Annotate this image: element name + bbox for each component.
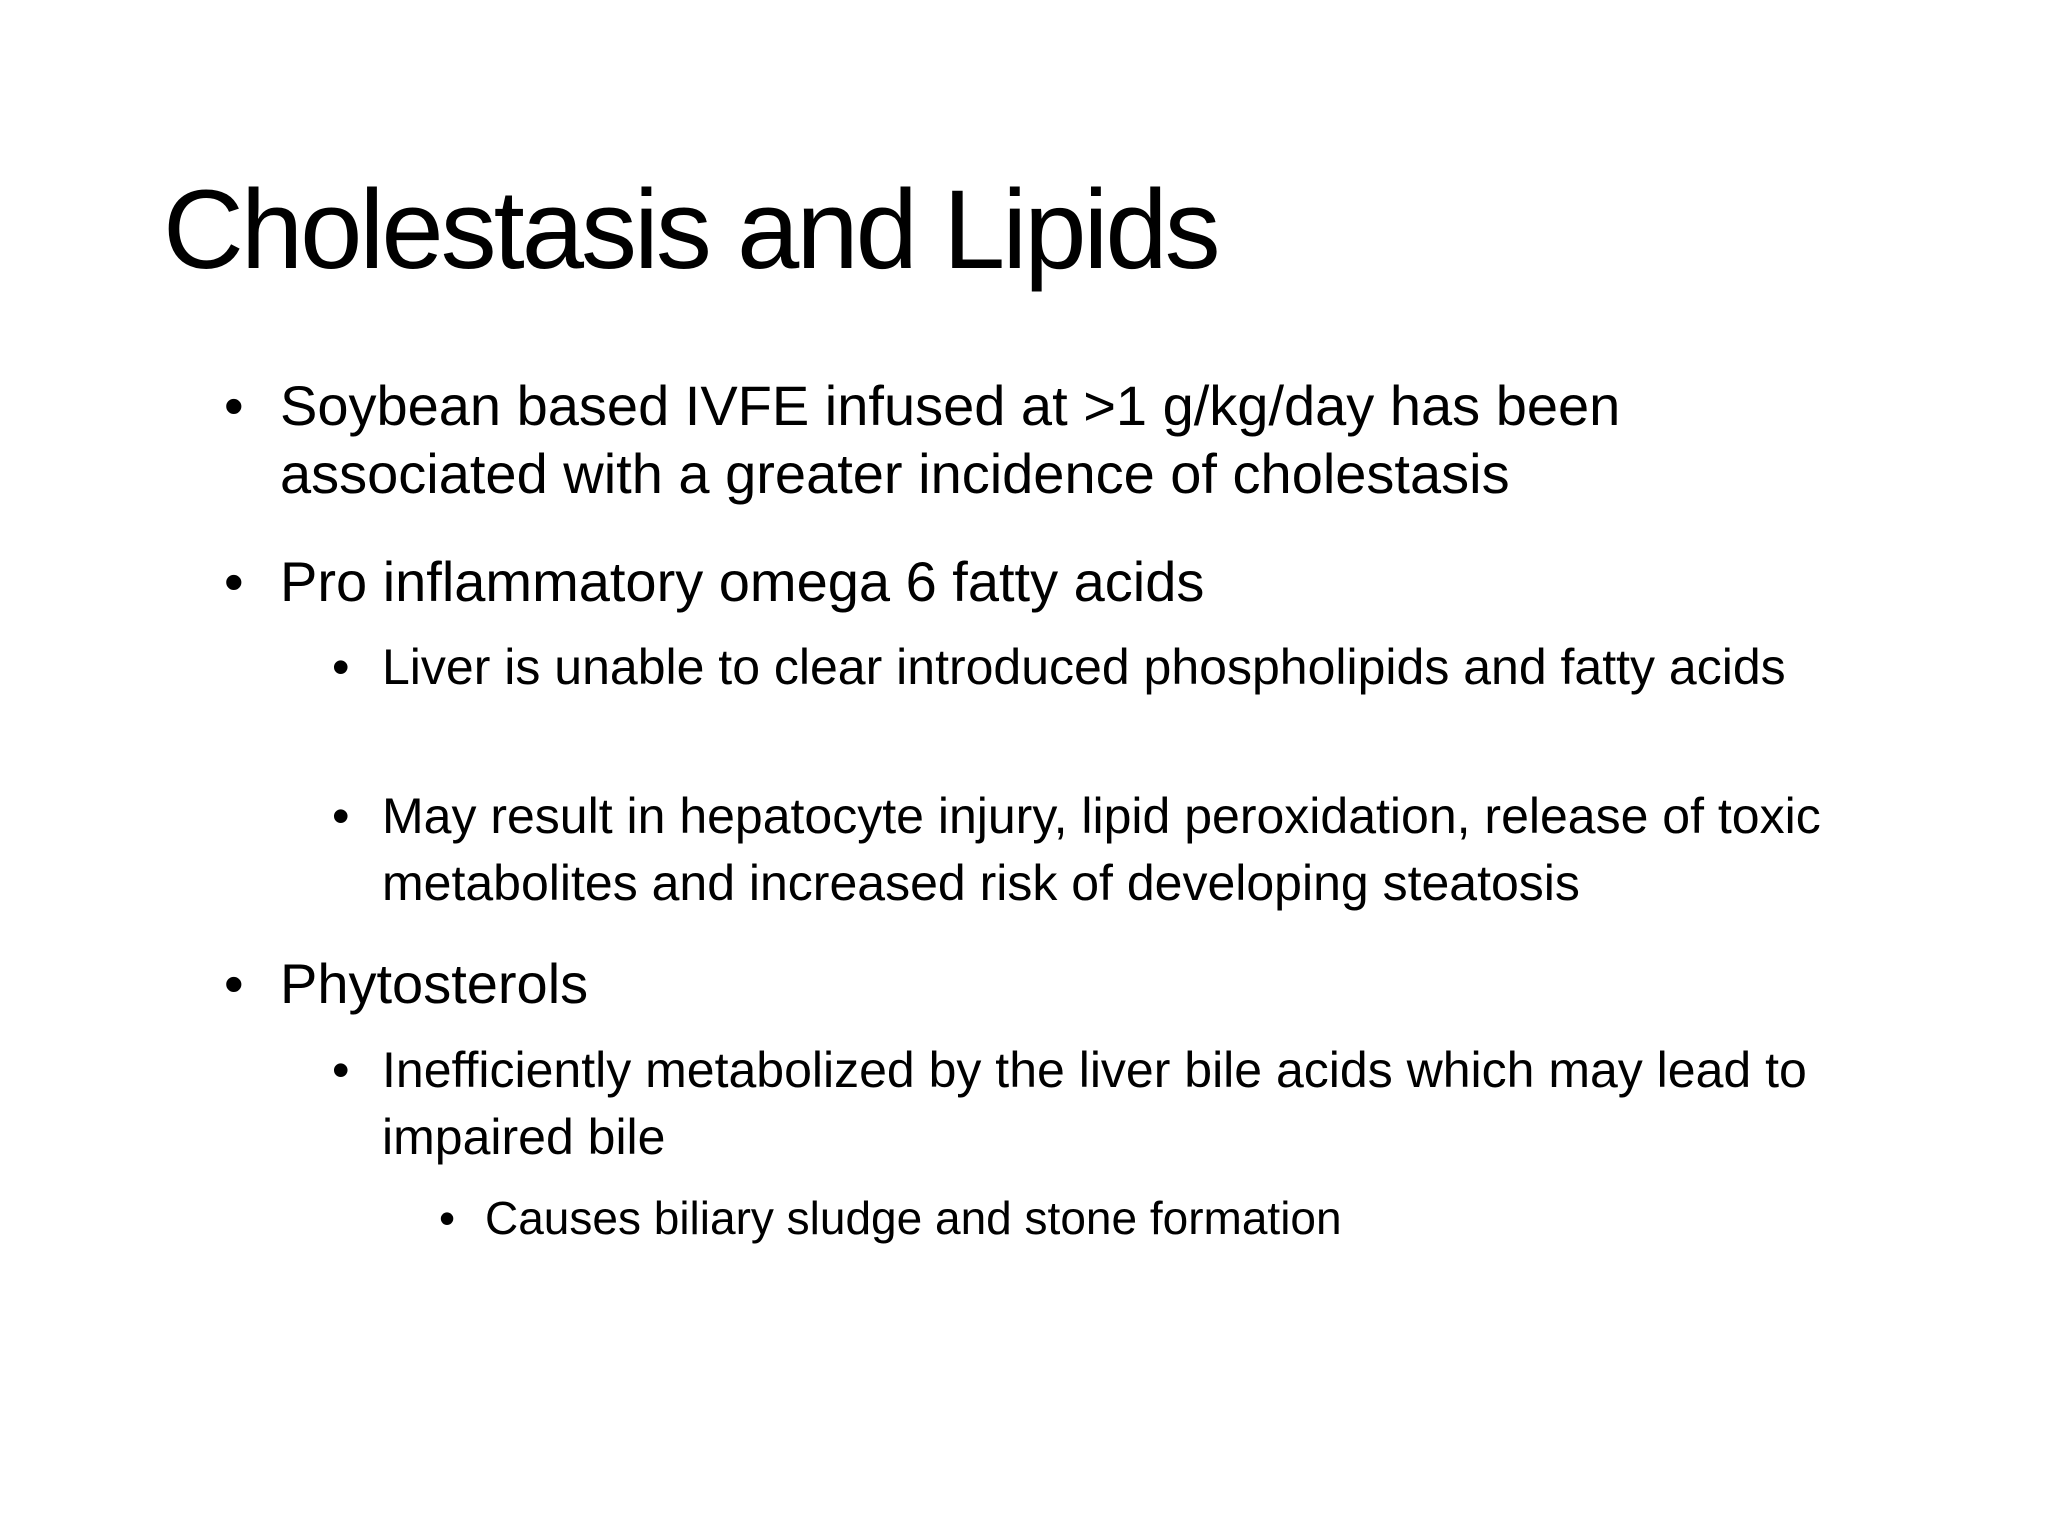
bullet-item [224, 548, 1780, 616]
bullet-text: Liver is unable to clear introduced phospholipids and fatty acids [382, 639, 1786, 695]
sub-bullet-item [332, 634, 1912, 701]
bullet-marker: • [224, 952, 244, 1015]
bullet-text: Phytosterols [280, 952, 589, 1015]
bullet-text: Soybean based IVFE infused at >1 g/kg/day has been associated with a greater incidence of cholestasis [280, 374, 1621, 505]
bullet-text: Inefficiently metabolized by the liver bile acids which may lead to impaired bile [382, 1042, 1807, 1165]
bullet-marker: • [332, 788, 350, 844]
bullet-marker: • [332, 1042, 350, 1098]
bullet-marker: • [332, 639, 350, 695]
bullet-text: Causes biliary sludge and stone formation [485, 1192, 1342, 1244]
sub-bullet-item [332, 783, 1942, 917]
bullet-item [224, 372, 1780, 508]
sub-sub-bullet-item [439, 1188, 1885, 1248]
bullet-text: May result in hepatocyte injury, lipid peroxidation, release of toxic metabolites and increased risk of developing steatosis [382, 788, 1821, 911]
bullet-marker: • [224, 374, 244, 437]
bullet-item [224, 950, 1780, 1018]
bullet-marker: • [224, 550, 244, 613]
bullet-text: Pro inflammatory omega 6 fatty acids [280, 550, 1205, 613]
slide-title: Cholestasis and Lipids [163, 167, 1218, 292]
bullet-marker: • [439, 1192, 456, 1244]
sub-bullet-item [332, 1037, 1912, 1171]
